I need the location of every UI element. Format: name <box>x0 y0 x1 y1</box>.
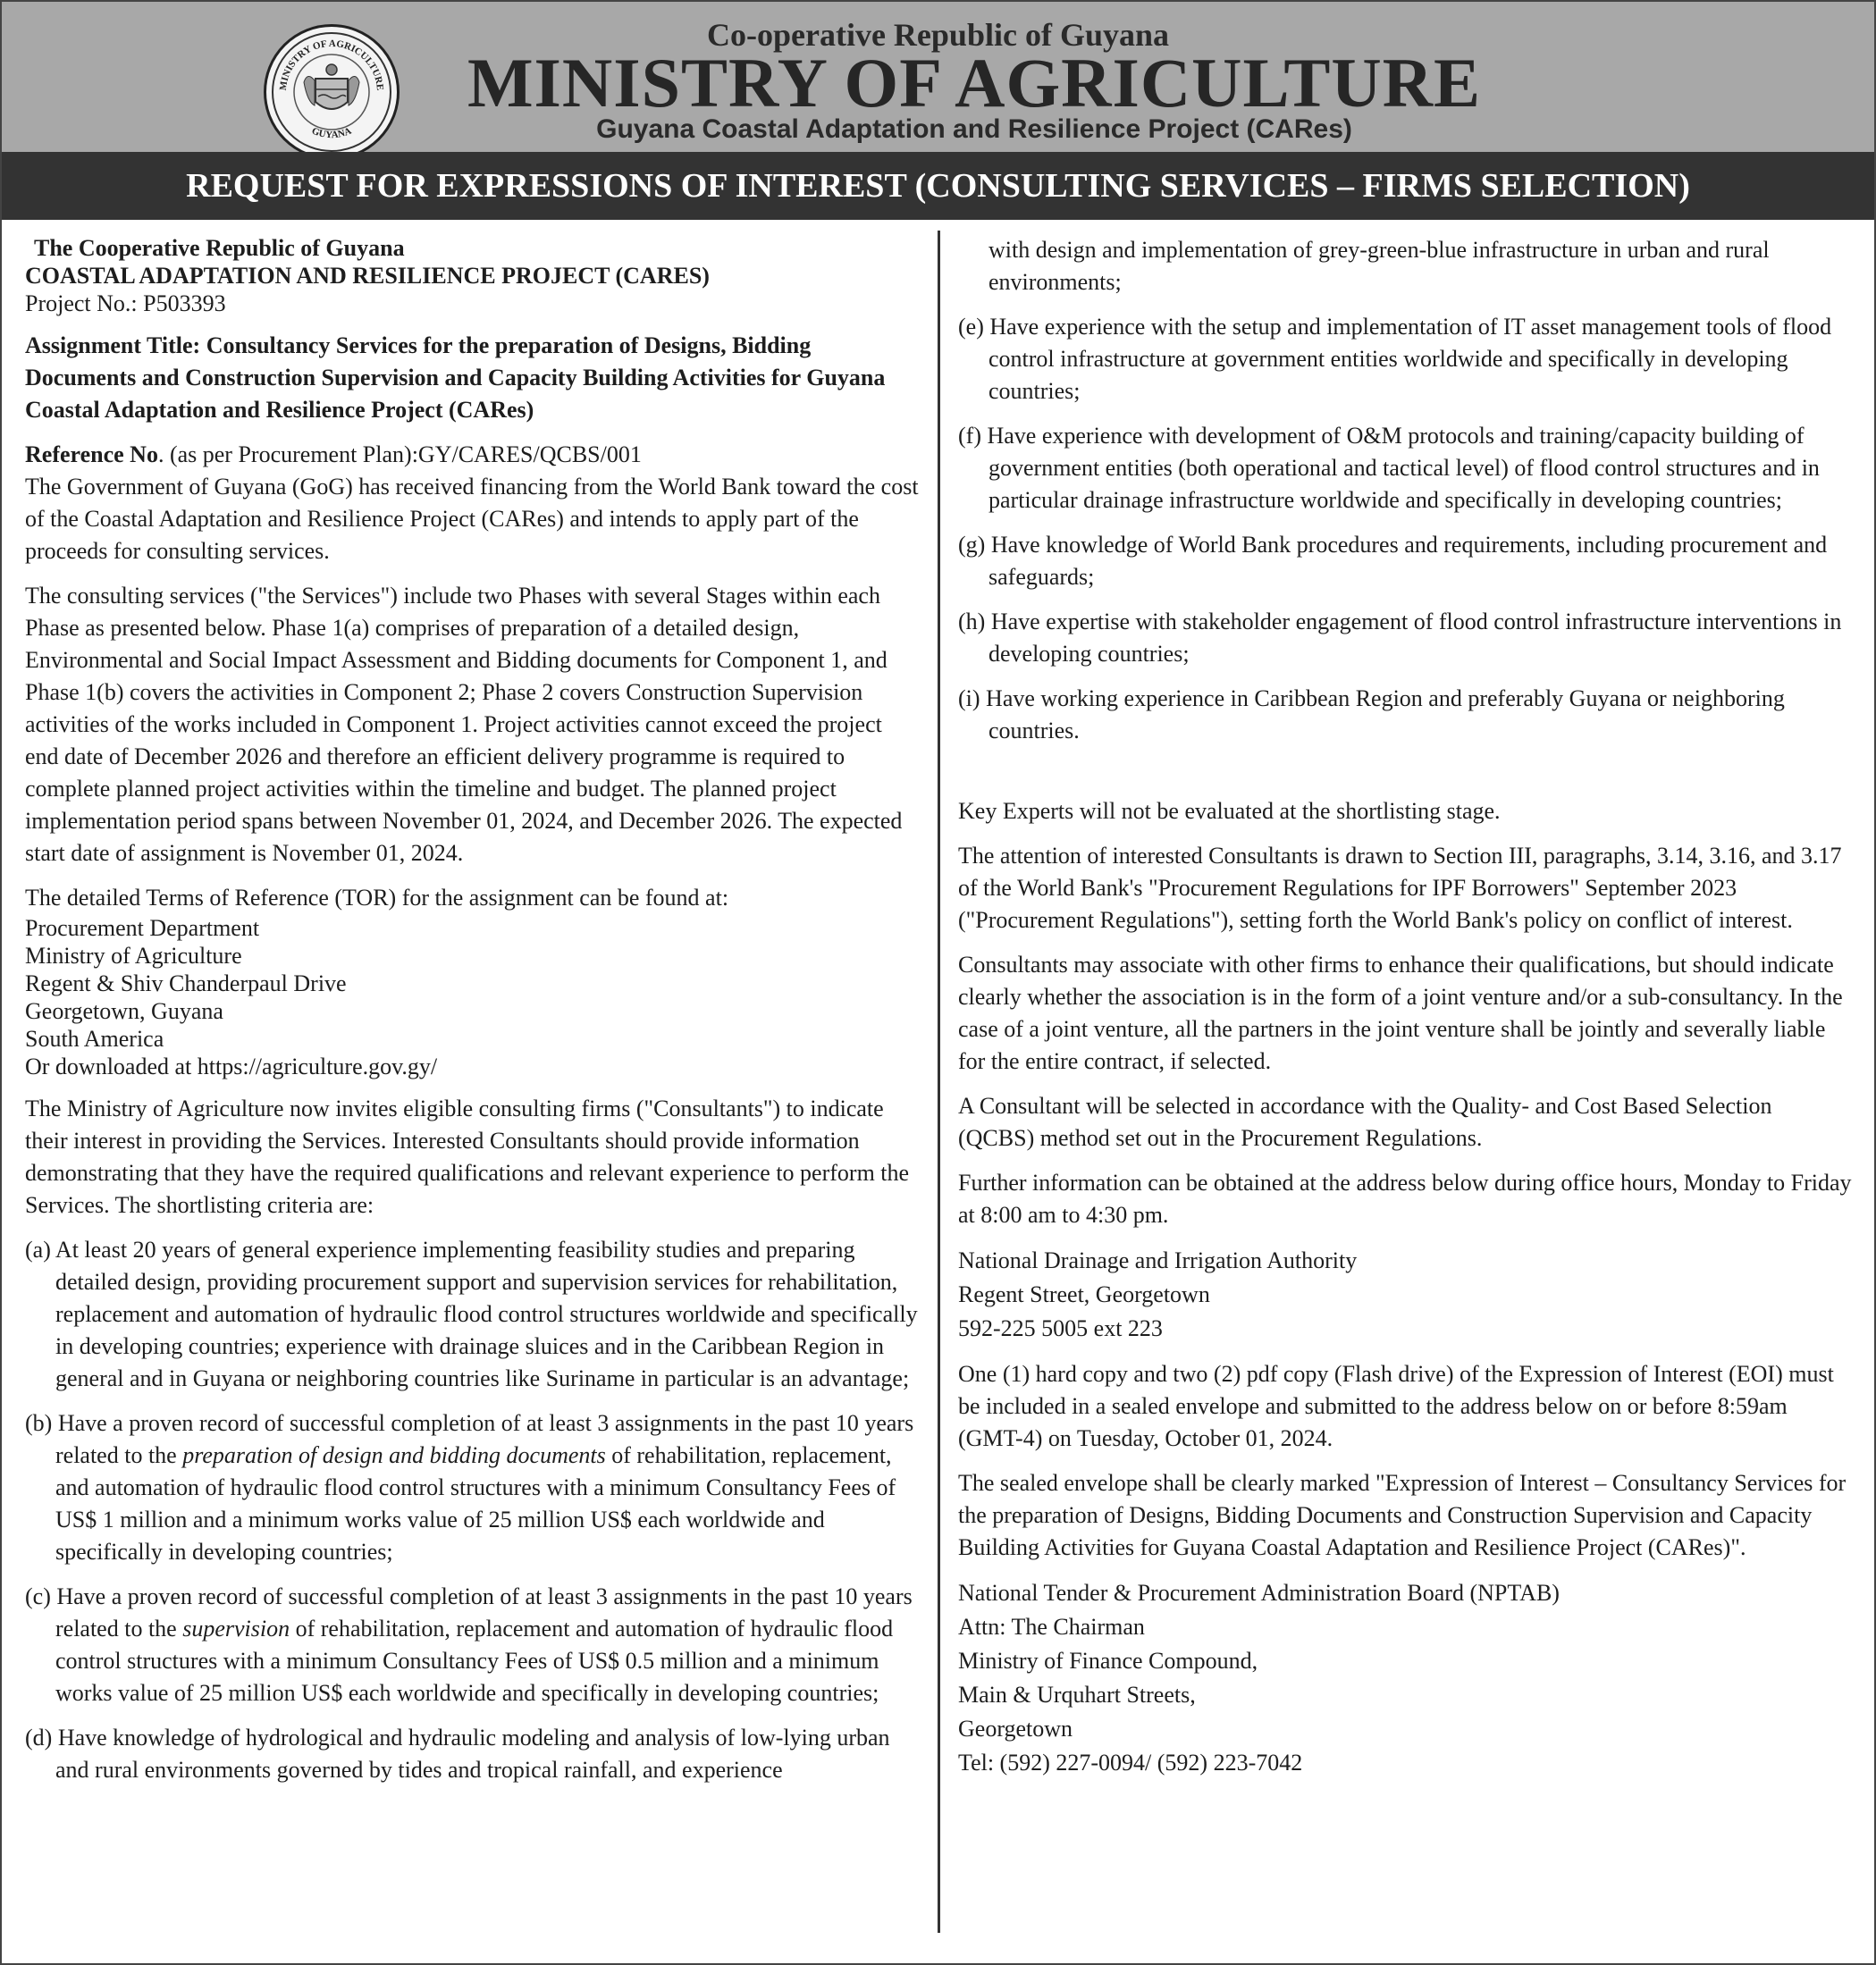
selection-method-paragraph: A Consultant will be selected in accordance with the Quality- and Cost Based Selection (QCBS) method set out in the Procurement Regulations. <box>958 1093 1772 1151</box>
criterion-h: (h) Have expertise with stakeholder engagement of flood control infrastructure interventions in developing countries; <box>958 609 1842 667</box>
tor-address-line: South America <box>25 1026 164 1052</box>
spacer <box>958 760 1852 795</box>
criterion-b-text-end: of rehabilitation, replacement, and automation of hydraulic flood control structures with a minimum Consultancy Fees of US$ 1 million and a minimum works value of 25 million US$ each worldwide and specifically in developing countries; <box>55 1442 896 1565</box>
submission-address-line: National Tender & Procurement Administration Board (NPTAB) <box>958 1580 1560 1606</box>
criterion-d-continued: with design and implementation of grey-green-blue infrastructure in urban and rural environments; <box>988 237 1770 295</box>
project-number: Project No.: P503393 <box>25 290 226 316</box>
svg-text:MINISTRY OF AGRICULTURE: MINISTRY OF AGRICULTURE <box>277 38 386 91</box>
svg-text:GUYANA: GUYANA <box>309 125 354 141</box>
criterion-d: (d) Have knowledge of hydrological and hydraulic modeling and analysis of low-lying urban and rural environments governed by tides and tropical rainfall, and experience <box>25 1725 890 1783</box>
criterion-a: (a) At least 20 years of general experience implementing feasibility studies and preparing detailed design, providing procurement support and supervision services for rehabilitation, replacement and automation of hydraulic flood control structures worldwide and specifically in developing countries; experience with drainage sluices and in the Caribbean Region in general and in Guyana or neighboring countries like Suriname in particular is an advantage; <box>25 1237 918 1391</box>
submission-phone: Tel: (592) 227-0094/ (592) 223-7042 <box>958 1750 1303 1776</box>
notice-title-banner: REQUEST FOR EXPRESSIONS OF INTEREST (CONSULTING SERVICES – FIRMS SELECTION) <box>2 152 1874 220</box>
key-experts-note: Key Experts will not be evaluated at the shortlisting stage. <box>958 798 1501 824</box>
country-line: The Cooperative Republic of Guyana <box>34 235 405 261</box>
financing-paragraph: The Government of Guyana (GoG) has received financing from the World Bank toward the cost of the Coastal Adaptation and Resilience Project (CARes) and intends to apply part of the proceeds for consulting services. <box>25 474 919 564</box>
info-address-line: National Drainage and Irrigation Authority <box>958 1247 1358 1273</box>
submission-address-line: Ministry of Finance Compound, <box>958 1648 1258 1674</box>
info-phone: 592-225 5005 ext 223 <box>958 1315 1163 1341</box>
criterion-i: (i) Have working experience in Caribbean Region and preferably Guyana or neighboring countries. <box>958 685 1785 743</box>
submission-address-line: Main & Urquhart Streets, <box>958 1682 1196 1708</box>
tor-address-line: Regent & Shiv Chanderpaul Drive <box>25 970 347 996</box>
criterion-c <box>25 1581 919 1709</box>
project-line: COASTAL ADAPTATION AND RESILIENCE PROJECT (CARES) <box>25 263 710 289</box>
further-info-paragraph: Further information can be obtained at the address below during office hours, Monday to Friday at 8:00 am to 4:30 pm. <box>958 1170 1852 1228</box>
country-heading: Co-operative Republic of Guyana <box>707 17 1169 53</box>
invitation-paragraph: The Ministry of Agriculture now invites eligible consulting firms ("Consultants") to indicate their interest in providing the Services. Interested Consultants should provide information demonstrating that they have the required qualifications and relevant experience to perform the Services. The shortlisting criteria are: <box>25 1096 910 1218</box>
tor-address-line: Georgetown, Guyana <box>25 998 223 1024</box>
envelope-marking-paragraph: The sealed envelope shall be clearly marked "Expression of Interest – Consultancy Services for the preparation of Designs, Bidding Documents and Construction Supervision and Capacity Building Activities for Guyana Coastal Adaptation and Resilience Project (CARes)". <box>958 1470 1847 1560</box>
conflict-of-interest-paragraph: The attention of interested Consultants is drawn to Section III, paragraphs, 3.14, 3.16, and 3.17 of the World Bank's "Procurement Regulations for IPF Borrowers" September 2023 ("Procurement Regulations"), setting forth the World Bank's policy on conflict of interest. <box>958 843 1842 933</box>
criterion-b-emphasis: preparation of design and bidding documents <box>182 1442 606 1468</box>
criterion-c-text-end: of rehabilitation, replacement and automation of hydraulic flood control structures with a minimum Consultancy Fees of US$ 0.5 million and a minimum works value of 25 million US$ each worldwide and specifically in developing countries; <box>55 1616 894 1706</box>
reference-value: . (as per Procurement Plan):GY/CARES/QCBS/001 <box>157 441 642 467</box>
tor-download-link[interactable]: Or downloaded at https://agriculture.gov.gy/ <box>25 1054 438 1079</box>
info-address-line: Regent Street, Georgetown <box>958 1281 1210 1307</box>
right-column <box>958 234 1852 1793</box>
criterion-e: (e) Have experience with the setup and implementation of IT asset management tools of flood control infrastructure at government entities worldwide and specifically in developing countries; <box>958 314 1832 404</box>
ministry-heading: MINISTRY OF AGRICULTURE <box>467 44 1482 122</box>
submission-address-line: Attn: The Chairman <box>958 1614 1145 1640</box>
reference-number <box>25 439 919 471</box>
tor-address-line: Procurement Department <box>25 915 260 941</box>
tor-address <box>25 914 919 1080</box>
criterion-c-emphasis: supervision <box>182 1616 290 1642</box>
tor-address-line: Ministry of Agriculture <box>25 943 242 969</box>
criterion-g: (g) Have knowledge of World Bank procedures and requirements, including procurement and safeguards; <box>958 532 1828 590</box>
assignment-title: Assignment Title: Consultancy Services for the preparation of Designs, Bidding Documents and Construction Supervision and Capacity Building Activities for Guyana Coastal Adaptation and Resilience Project (CARes) <box>25 332 886 423</box>
project-subheading: Guyana Coastal Adaptation and Resilience Project (CARes) <box>596 114 1352 144</box>
submission-address-line: Georgetown <box>958 1716 1073 1742</box>
criterion-b <box>25 1407 919 1568</box>
submission-copies-paragraph: One (1) hard copy and two (2) pdf copy (Flash drive) of the Expression of Interest (EOI) must be included in a sealed envelope and submitted to the address below on or before 8:59am (GMT-4) on Tuesday, October 01, 2024. <box>958 1361 1834 1451</box>
column-divider <box>938 231 940 1933</box>
left-column <box>25 234 919 1786</box>
association-paragraph: Consultants may associate with other firms to enhance their qualifications, but should indicate clearly whether the association is in the form of a joint venture and/or a sub-consultancy. In the case of a joint venture, all the partners in the joint venture shall be jointly and severally liable for the entire contract, if selected. <box>958 952 1843 1074</box>
submission-address <box>958 1576 1852 1780</box>
criterion-f: (f) Have experience with development of O&M protocols and training/capacity building of government entities (both operational and tactical level) of flood control structures and in particular drainage infrastructure worldwide and specifically in developing countries; <box>958 423 1820 513</box>
services-paragraph: The consulting services ("the Services") include two Phases with several Stages within each Phase as presented below. Phase 1(a) comprises of preparation of a detailed design, Environmental and Social Impact Assessment and Bidding documents for Component 1, and Phase 1(b) covers the activities in Component 2; Phase 2 covers Construction Supervision activities of the works included in Component 1. Project activities cannot exceed the project end date of December 2026 and therefore an efficient delivery programme is required to complete planned project activities within the timeline and budget. The planned project implementation period spans between November 01, 2024, and December 2026. The expected start date of assignment is November 01, 2024. <box>25 583 903 866</box>
criterion-b-text: (b) Have a proven record of successful completion of at least 3 assignments in the past 10 years related to the <box>25 1410 914 1468</box>
reference-label: Reference No <box>25 441 158 467</box>
info-address <box>958 1244 1852 1346</box>
criterion-c-text: (c) Have a proven record of successful completion of at least 3 assignments in the past 10 years related to the <box>25 1583 913 1642</box>
tor-intro: The detailed Terms of Reference (TOR) for the assignment can be found at: <box>25 885 729 911</box>
